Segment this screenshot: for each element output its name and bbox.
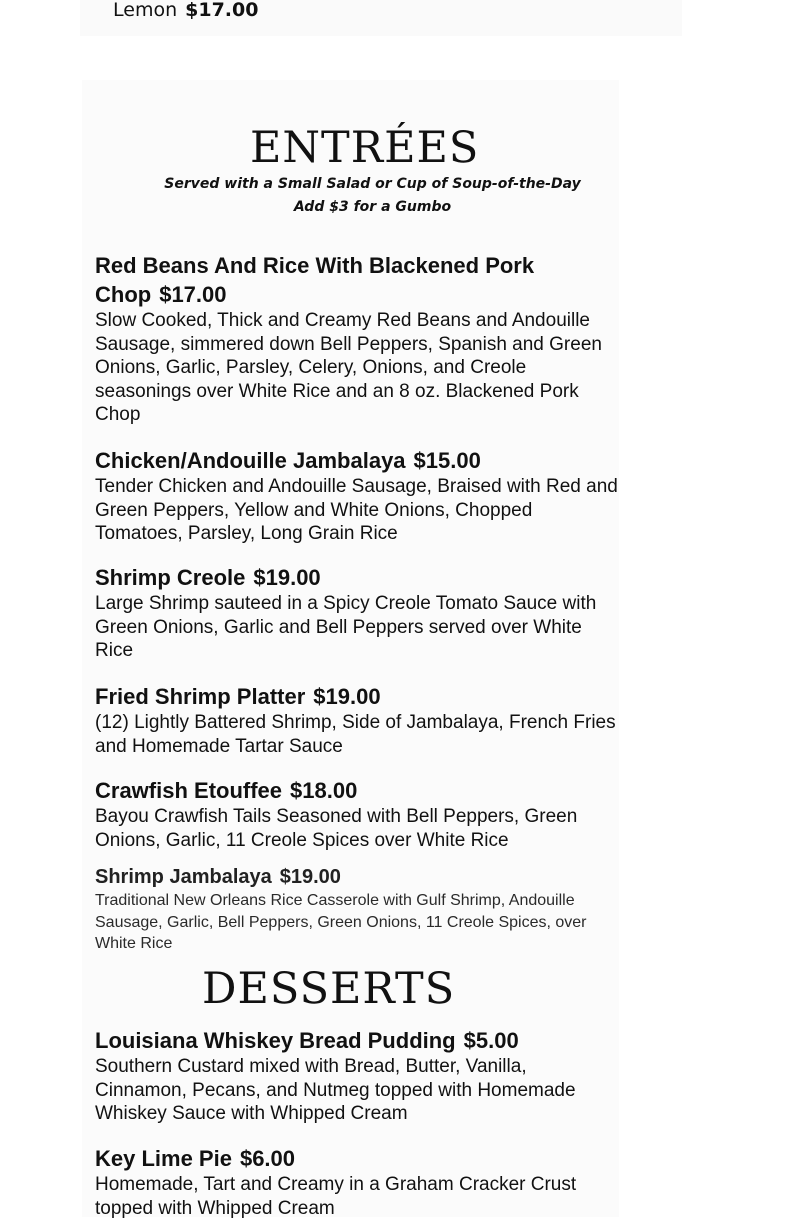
- item-name: Shrimp Creole: [95, 565, 246, 590]
- item-name: Chicken/Andouille Jambalaya: [95, 448, 406, 473]
- item-description: Slow Cooked, Thick and Creamy Red Beans and Andouille Sausage, simmered down Bell Peppers, Spanish and Green Onions, Garlic, Parsley, Celery, Onions, and Creole seasonings over White Rice and an 8 oz. Blackened Pork Chop: [95, 310, 602, 425]
- menu-item: [95, 682, 620, 758]
- item-price: $19.00: [253, 565, 321, 590]
- item-name: Louisiana Whiskey Bread Pudding: [95, 1028, 456, 1053]
- item-price: $19.00: [279, 866, 341, 888]
- menu-item: [95, 563, 620, 663]
- item-price: $15.00: [413, 448, 481, 473]
- item-name: Shrimp Jambalaya: [95, 866, 272, 888]
- menu-item: [95, 864, 605, 955]
- item-title: [95, 563, 620, 592]
- menu-item-lemon: [113, 0, 258, 22]
- menu-item: [95, 251, 620, 427]
- item-title: [95, 446, 620, 475]
- item-name: Crawfish Etouffee: [95, 778, 283, 803]
- item-price: $5.00: [463, 1028, 519, 1053]
- item-description: Traditional New Orleans Rice Casserole with Gulf Shrimp, Andouille Sausage, Garlic, Bell Peppers, Green Onions, 11 Creole Spices, over White Rice: [95, 892, 587, 952]
- item-price: $17.00: [159, 282, 227, 307]
- item-title: [95, 251, 620, 309]
- item-name: Key Lime Pie: [95, 1146, 232, 1171]
- entrees-subtitle: Served with a Small Salad or Cup of Soup-of-the-Day: [164, 176, 581, 192]
- desserts-heading: DESSERTS: [202, 964, 456, 1014]
- gumbo-note: Add $3 for a Gumbo: [293, 199, 452, 215]
- menu-item: [95, 446, 620, 546]
- menu-item: [95, 1144, 620, 1220]
- item-description: Southern Custard mixed with Bread, Butter, Vanilla, Cinnamon, Pecans, and Nutmeg topped with Homemade Whiskey Sauce with Whipped Cream: [95, 1056, 576, 1124]
- item-price: $18.00: [290, 778, 358, 803]
- item-title: [95, 776, 620, 805]
- item-title: [95, 682, 620, 711]
- item-description: Large Shrimp sauteed in a Spicy Creole Tomato Sauce with Green Onions, Garlic and Bell Peppers served over White Rice: [95, 593, 597, 661]
- item-price: $6.00: [239, 1146, 296, 1171]
- item-description: (12) Lightly Battered Shrimp, Side of Jambalaya, French Fries and Homemade Tartar Sauce: [95, 712, 616, 757]
- item-price: $17.00: [185, 0, 259, 21]
- item-description: Bayou Crawfish Tails Seasoned with Bell Peppers, Green Onions, Garlic, 11 Creole Spices over White Rice: [95, 806, 578, 851]
- item-name: Red Beans And Rice With Blackened Pork Chop: [95, 253, 535, 307]
- menu-item: [95, 776, 620, 852]
- entrees-heading: ENTRÉES: [250, 123, 480, 173]
- item-title: [95, 864, 605, 890]
- menu-item: [95, 1026, 620, 1126]
- item-name: Lemon: [113, 0, 178, 21]
- item-title: [95, 1026, 620, 1055]
- item-price: $19.00: [313, 684, 381, 709]
- item-title: [95, 1144, 620, 1173]
- item-name: Fried Shrimp Platter: [95, 684, 306, 709]
- item-description: Tender Chicken and Andouille Sausage, Braised with Red and Green Peppers, Yellow and White Onions, Chopped Tomatoes, Parsley, Long Grain Rice: [95, 476, 618, 544]
- item-description: Homemade, Tart and Creamy in a Graham Cracker Crust topped with Whipped Cream: [95, 1174, 577, 1219]
